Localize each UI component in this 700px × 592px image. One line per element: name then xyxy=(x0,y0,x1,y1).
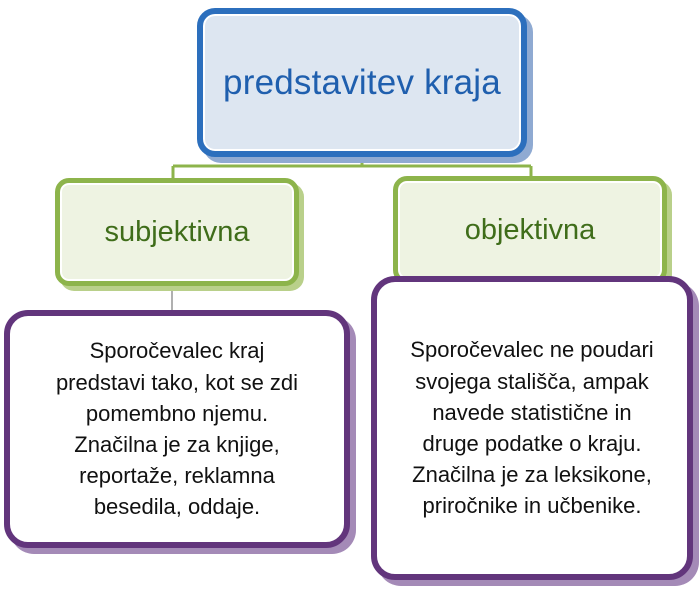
subjective-node xyxy=(55,178,299,286)
objective-node xyxy=(393,176,667,284)
objective-label: objektivna xyxy=(464,213,596,246)
subjective-description-text: Sporočevalec kraj predstavi tako, kot se zdi pomembno njemu. Značilna je za knjige, reportaže, reklamna besedila, oddaje. xyxy=(55,338,299,520)
subjective-label: subjektivna xyxy=(104,215,250,248)
root-node xyxy=(197,8,527,157)
objective-description-text: Sporočevalec ne poudari svojega stališča, ampak navede statistične in druge podatke o kraju. Značilna je za leksikone, priročnike in učbenike. xyxy=(410,337,654,519)
objective-description-node xyxy=(371,276,693,580)
subjective-description-node xyxy=(4,310,350,548)
root-label: predstavitev kraja xyxy=(223,62,501,102)
